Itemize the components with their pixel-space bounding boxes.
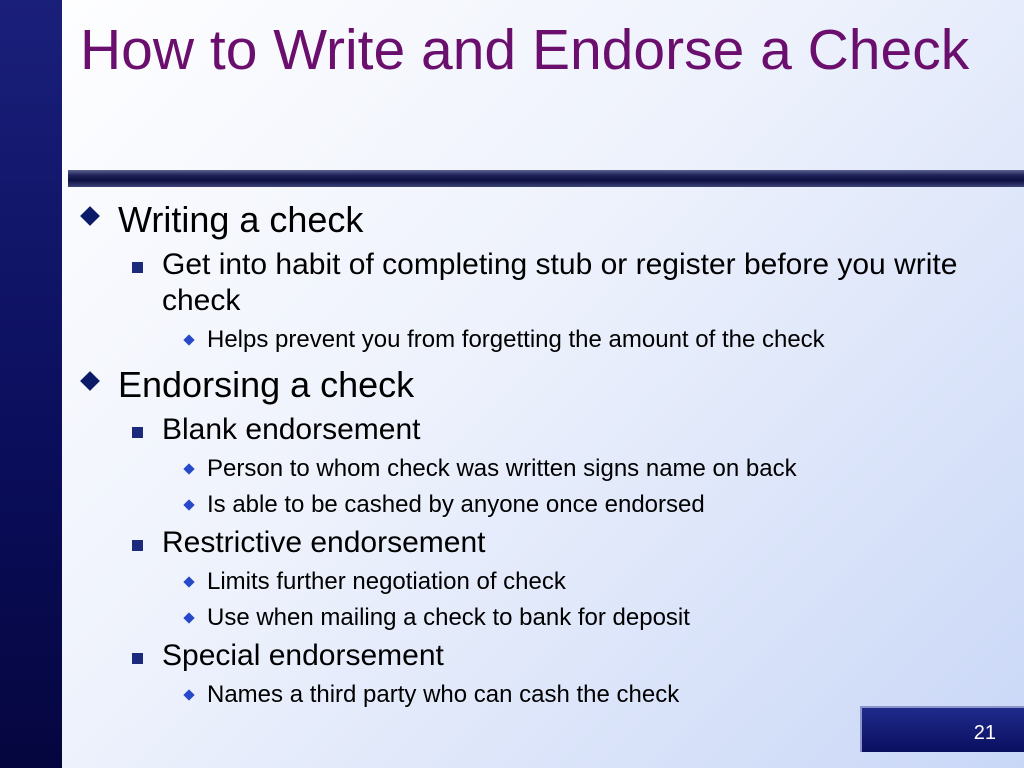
detail-text: Limits further negotiation of check xyxy=(207,568,566,595)
detail-text: Helps prevent you from forgetting the amount of the check xyxy=(207,326,825,353)
detail-prevent-forgetting xyxy=(80,324,1010,355)
small-diamond-bullet-icon xyxy=(183,334,194,345)
subbullet-blank-endorsement xyxy=(80,412,1010,448)
subbullet-text: Get into habit of completing stub or register before you write check xyxy=(162,248,958,317)
small-diamond-bullet-icon xyxy=(183,576,194,587)
small-diamond-bullet-icon xyxy=(183,499,194,510)
detail-text: Is able to be cashed by anyone once endorsed xyxy=(207,491,705,518)
square-bullet-icon xyxy=(132,653,143,664)
small-diamond-bullet-icon xyxy=(183,463,194,474)
bullet-endorsing-a-check xyxy=(80,363,1010,407)
bullet-text: Endorsing a check xyxy=(118,364,415,405)
title-divider xyxy=(68,170,1024,187)
slide-title: How to Write and Endorse a Check xyxy=(80,18,970,82)
detail-signs-name xyxy=(80,453,1010,484)
slide-number-badge: 21 xyxy=(860,706,1024,752)
diamond-bullet-icon xyxy=(80,371,100,391)
detail-cashed-by-anyone xyxy=(80,489,1010,520)
diamond-bullet-icon xyxy=(80,206,100,226)
subbullet-special-endorsement xyxy=(80,638,1010,674)
detail-limits-negotiation xyxy=(80,566,1010,597)
left-accent-bar xyxy=(0,0,62,768)
slide-content xyxy=(80,198,1010,710)
subbullet-text: Special endorsement xyxy=(162,639,444,672)
square-bullet-icon xyxy=(132,540,143,551)
detail-text: Person to whom check was written signs name on back xyxy=(207,455,797,482)
subbullet-text: Restrictive endorsement xyxy=(162,526,486,559)
bullet-writing-a-check xyxy=(80,198,1010,242)
subbullet-complete-stub xyxy=(80,247,1010,319)
subbullet-restrictive-endorsement xyxy=(80,525,1010,561)
detail-text: Names a third party who can cash the check xyxy=(207,681,680,708)
detail-text: Use when mailing a check to bank for deposit xyxy=(207,604,690,631)
small-diamond-bullet-icon xyxy=(183,612,194,623)
square-bullet-icon xyxy=(132,427,143,438)
detail-mailing-deposit xyxy=(80,602,1010,633)
square-bullet-icon xyxy=(132,262,143,273)
small-diamond-bullet-icon xyxy=(183,689,194,700)
subbullet-text: Blank endorsement xyxy=(162,413,421,446)
bullet-text: Writing a check xyxy=(118,199,364,240)
